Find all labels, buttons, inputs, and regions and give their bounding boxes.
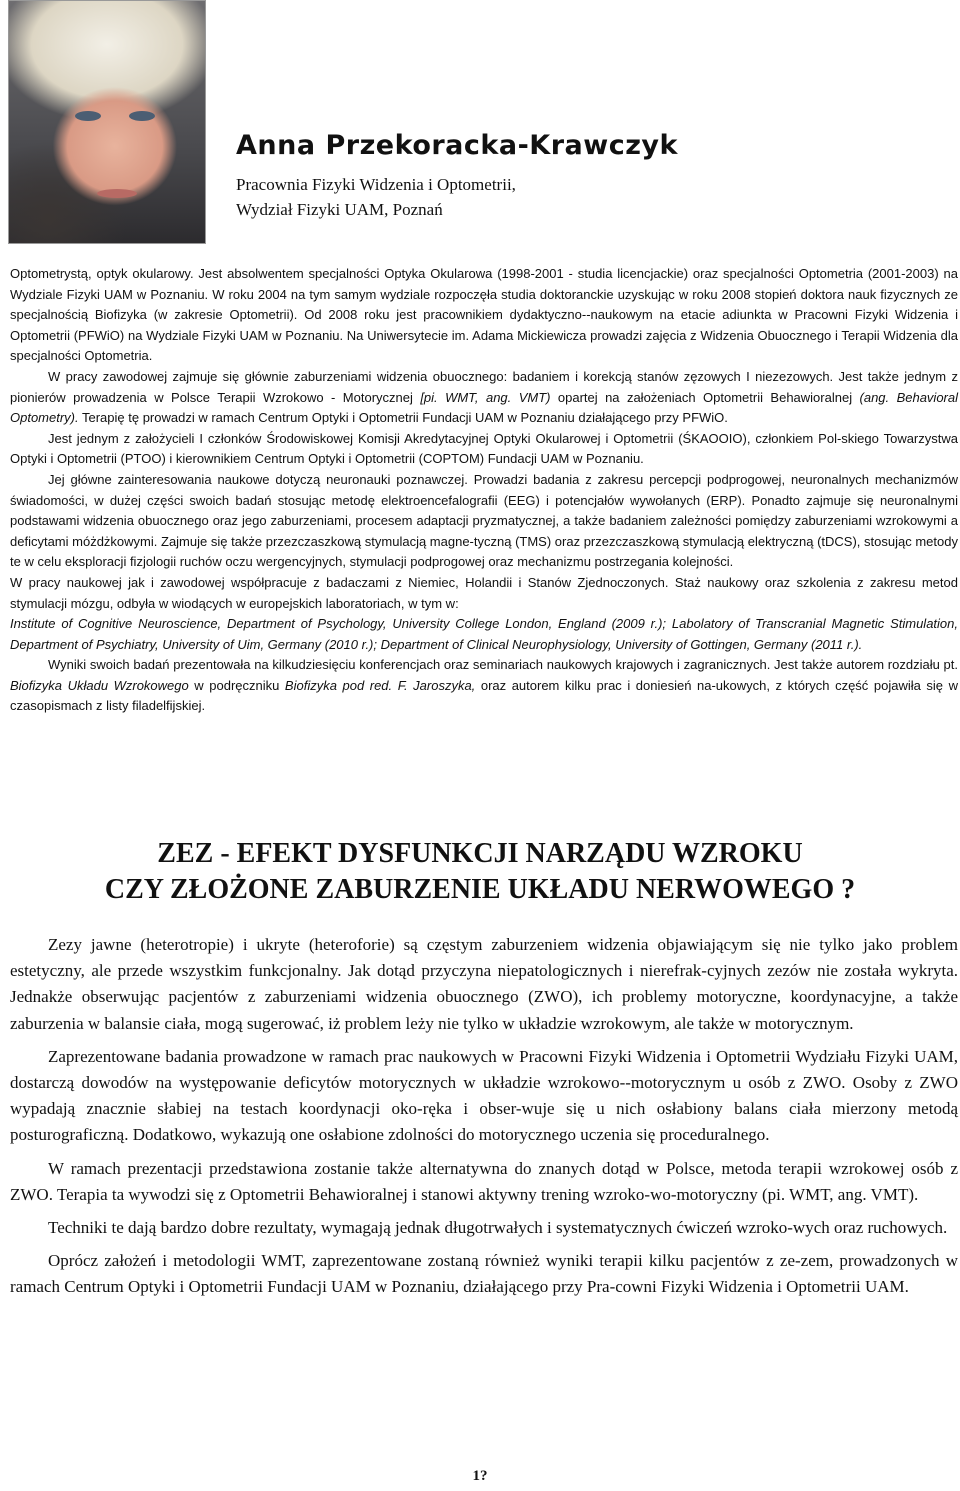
bio-paragraph: Jest jednym z założycieli I członków Środowiskowej Komisji Akredytacyjnej Optyki Okularowej i Optometrii (ŚKAOOIO), członkiem Pol-skiego Towarzystwa Optyki i Optometrii (PTOO) i kierownikiem Centrum Optyki i Optometrii (COPTOM) Fundacji UAM w Poznaniu. xyxy=(10,430,958,467)
affiliation-line-1: Pracownia Fizyki Widzenia i Optometrii, xyxy=(236,175,516,194)
bio-paragraph: Optometrystą, optyk okularowy. Jest absolwentem specjalności Optyka Okularowa (1998-2001 - studia licencjackie) oraz specjalności Optometria (2001-2003) na Wydziale Fizyki UAM w Poznaniu. W roku 2004 na tym samym wydziale rozpoczęła studia doktoranckie uzyskując w roku 2008 stopień doktora nauk fizycznych ze specjalnością Biofizyka (w zakresie Optometrii). Od 2008 roku jest pracownikiem dydaktyczno--naukowym na etacie adiunkta w Pracowni Fizyki Widzenia i Optometrii (PFWiO) na Wydziale Fizyki UAM w Poznaniu. Na Uniwersytecie im. Adama Mickiewicza prowadzi zajęcia z Widzenia Obuocznego i Terapii Widzenia dla specjalności Optometria. xyxy=(10,266,958,364)
bio-text: opartej na założeniach Optometrii Behawioralnej xyxy=(550,389,860,405)
abstract-paragraph: Techniki te dają bardzo dobre rezultaty, wymagają jednak długotrwałych i systematycznych ćwiczeń wzroko-wych oraz ruchowych. xyxy=(48,1218,948,1238)
bio-text-italic: Biofizyka pod red. F. Jaroszyka, xyxy=(284,677,476,693)
bio-labs-list: Institute of Cognitive Neuroscience, Department of Psychology, University College London, England (2009 r.); Labolatory of Transcranial Magnetic Stimulation, Department of Psychiatry, University of Uim, Germany (2010 r.); Department of Clinical Neurophysiology, University of Gottingen, Germany (2011 r.). xyxy=(10,616,958,652)
talk-title-line-1: ZEZ - EFEKT DYSFUNKCJI NARZĄDU WZROKU xyxy=(157,838,803,869)
photo-eye-left xyxy=(75,111,101,121)
bio-paragraph: Jej główne zainteresowania naukowe dotyczą neuronauki poznawczej. Prowadzi badania z zakresu percepcji podprogowej, neuronalnych mechanizmów świadomości, w dużej części swoich badań stosując metodę elektroencefalografii (EEG) i potencjałów wywołanych (ERP). Ponadto zajmuje się neuronalnymi podstawami widzenia obuocznego oraz jego zaburzeniami, procesem adaptacji pryzmatycznej, a także badaniem zależności pomiędzy zaburzeniami wzrokowymi a deficytami móżdżkowymi. Zajmuje się także przezczaszkową stymulacją magne-tyczną (TMS) oraz przezczaszkową stymulacją elektryczną (tDCS), stosując metody te w celu eksploracji fizjologii ruchów oczu wergencyjnych, stymulacji podprogowej oraz mechanizmu postrzegania kolejności. xyxy=(10,471,958,570)
bio-text: Terapię tę prowadzi w ramach Centrum Optyki i Optometrii Fundacji UAM w Poznaniu działającego przy PFWiO. xyxy=(78,410,728,426)
author-name: Anna Przekoracka-Krawczyk xyxy=(236,130,678,161)
bio-text: Wyniki swoich badań prezentowała na kilkudziesięciu konferencjach oraz seminariach naukowych krajowych i zagranicznych. Jest także autorem rozdziału pt. xyxy=(48,657,958,673)
bio-text: w podręczniku xyxy=(188,677,285,693)
bio-paragraph xyxy=(10,367,958,429)
bio-text-italic: Biofizyka Układu Wzrokowego xyxy=(10,677,189,693)
talk-title-line-2: CZY ZŁOŻONE ZABURZENIE UKŁADU NERWOWEGO ? xyxy=(104,874,856,905)
talk-abstract xyxy=(10,932,958,1308)
photo-mouth xyxy=(97,189,137,198)
bio-text: W pracy zawodowej zajmuje się głównie zaburzeniami widzenia obuocznego: badaniem i korekcją stanów zęzowych I niezezowych. Jest także jednym z pionierów prowadzenia w Polsce Terapii Wzrokowo - Motorycznej xyxy=(10,368,958,405)
bio-text-italic: [pi. WMT, ang. VMT) xyxy=(420,389,551,405)
author-affiliation xyxy=(236,172,516,222)
author-photo xyxy=(8,0,206,244)
abstract-paragraph: Oprócz założeń i metodologii WMT, zaprezentowane zostaną również wyniki terapii kilku pacjentów z ze-zem, prowadzonych w ramach Centrum Optyki i Optometrii Fundacji UAM w Poznaniu, działającego przy Pra-cowni Fizyki Widzenia i Optometrii UAM. xyxy=(10,1251,958,1297)
photo-eye-right xyxy=(129,111,155,121)
abstract-paragraph: Zezy jawne (heterotropie) i ukryte (heteroforie) są częstym zaburzeniem widzenia objawiającym się nie tylko jako problem estetyczny, ale przede wszystkim funkcjonalny. Jak dotąd przyczyna niepatologicznych i nierefrak-cyjnych zezów nie została wykryta. Jednakże obserwując pacjentów z zaburzeniami widzenia obuocznego (ZWO), ich problemy motoryczne, koordynacyjne, a także zaburzenia w balansie ciała, mogą sugerować, iż problem leży nie tylko w układzie wzrokowym, ale także w motorycznym. xyxy=(10,935,958,1033)
abstract-paragraph: Zaprezentowane badania prowadzone w ramach prac naukowych w Pracowni Fizyki Widzenia i Optometrii Wydziału Fizyki UAM, dostarczą dowodów na występowanie deficytów motorycznych w układzie wzrokowo--motorycznym u osób z ZWO. Osoby z ZWO wypadają znacznie słabiej na testach koordynacji oko-ręka i obser-wuje się u nich osłabiony balans ciała mierzony metodą posturograficzną. Dodatkowo, wykazują one osłabione zdolności do motorycznego uczenia się proceduralnego. xyxy=(10,1046,958,1145)
abstract-paragraph: W ramach prezentacji przedstawiona zostanie także alternatywna do znanych dotąd w Polsce, metoda terapii wzrokowej osób z ZWO. Terapia ta wywodzi się z Optometrii Behawioralnej i stanowi aktywny trening wzroko-wo-motoryczny (pi. WMT, ang. VMT). xyxy=(10,1158,958,1204)
bio-paragraph: W pracy naukowej jak i zawodowej współpracuje z badaczami z Niemiec, Holandii i Stanów Zjednoczonych. Staż naukowy oraz szkolenia z zakresu metod stymulacji mózgu, odbyła w wiodących w europejskich laboratoriach, w tym w: xyxy=(10,574,958,611)
page-number: 1? xyxy=(472,1468,488,1484)
affiliation-line-2: Wydział Fizyki UAM, Poznań xyxy=(236,200,443,219)
bio-text-italic: (ang. Behavioral Optometry). xyxy=(10,389,958,426)
bio-paragraph xyxy=(10,655,958,717)
bio-text: oraz autorem kilku prac i doniesień na-ukowych, z których część pojawiła się w czasopismach z listy filadelfijskiej. xyxy=(10,677,958,714)
author-bio xyxy=(10,264,958,717)
talk-title xyxy=(0,836,960,908)
